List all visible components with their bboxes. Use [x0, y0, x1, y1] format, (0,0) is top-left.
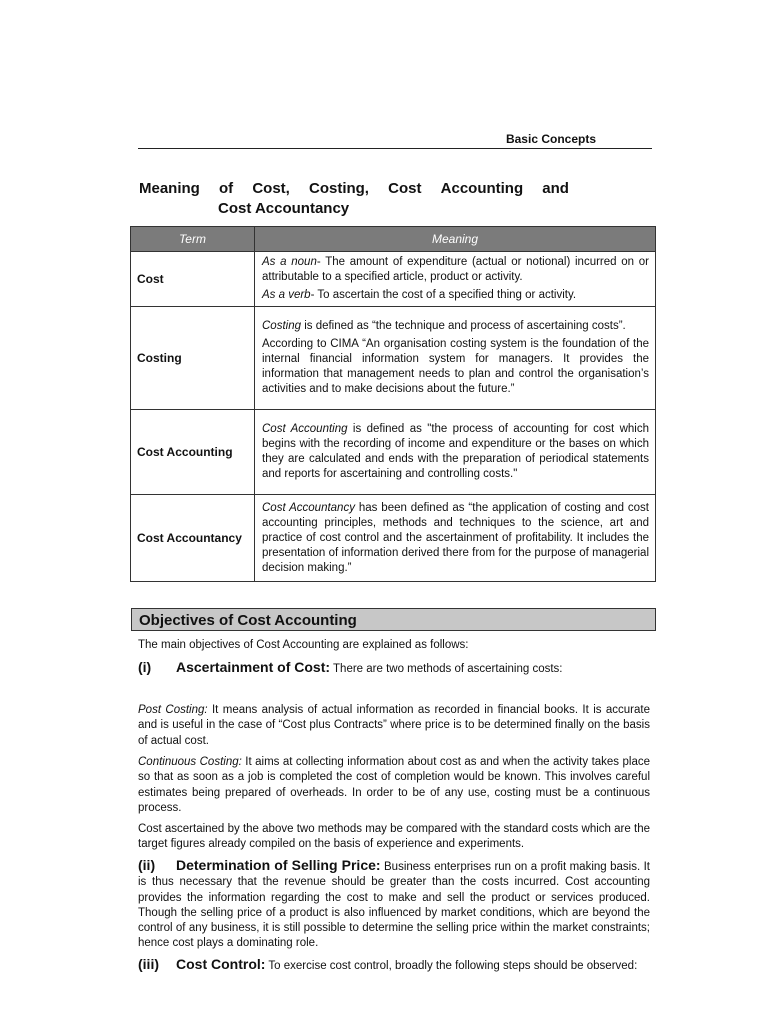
- objective-title: Determination of Selling Price:: [176, 857, 381, 873]
- table-row: [131, 252, 656, 307]
- intro-paragraph: The main objectives of Cost Accounting are explained as follows:: [138, 639, 469, 651]
- meaning-text: is defined as “the technique and process of ascertaining costs”.: [301, 320, 626, 332]
- objective-text: Business enterprises run on a profit making basis. It is thus necessary that the revenue should be greater than the costs incurred. Cost accounting provides the information regarding the cost to make and sell the product or services produced. Though the selling price of a product is also influenced by market conditions, which are beyond the control of any business, it is still possible to determine the selling price within the market constraints; hence cost plays a dominating role.: [138, 861, 650, 950]
- objectives-intro: [138, 638, 650, 653]
- meaning-text: is defined as "the process of accounting for cost which begins with the recording of income and expenditure or the bases on which they are calculated and ends with the preparation of periodical statements and reports for ascertaining and controlling costs.": [262, 423, 649, 480]
- objectives-heading: Objectives of Cost Accounting: [131, 608, 656, 631]
- meaning-paragraph: [262, 255, 649, 285]
- meaning-paragraph: [262, 288, 649, 303]
- meaning-paragraph: According to CIMA “An organisation costing system is the foundation of the internal financial information system for managers. It provides the information that management needs to plan and control the organisation’s activities and to make decisions about the future.”: [262, 338, 649, 395]
- title-line-2: Cost Accountancy: [218, 200, 350, 217]
- meaning-emphasis: Costing: [262, 320, 301, 332]
- meaning-emphasis: As a verb: [262, 289, 311, 301]
- objective-paragraph: [138, 660, 650, 677]
- objective-number: (ii): [138, 857, 156, 873]
- term-cell: Cost: [131, 252, 255, 307]
- meaning-paragraph: [262, 501, 649, 576]
- title-word: and: [542, 180, 569, 197]
- meaning-cell: [255, 495, 656, 582]
- title-word: Accounting: [440, 180, 524, 197]
- objective-text: To exercise cost control, broadly the following steps should be observed:: [265, 960, 638, 972]
- meaning-text: - The amount of expenditure (actual or notional) incurred on or attributable to a specified article, product or activity.: [262, 256, 650, 283]
- post-costing-text: [138, 703, 650, 749]
- table-row: [131, 307, 656, 410]
- table-row: [131, 495, 656, 582]
- column-header-term: Term: [131, 227, 255, 252]
- meaning-text: has been defined as “the application of costing and cost accounting principles, methods and techniques to the science, art and practice of cost control and the ascertainment of profitability. It includes the presentation of information derived there from for the purpose of managerial decision making.”: [262, 501, 649, 574]
- meaning-emphasis: Cost Accountancy: [262, 501, 355, 514]
- objective-item-1: [138, 660, 650, 677]
- meaning-text: - To ascertain the cost of a specified thing or activity.: [310, 289, 577, 301]
- post-costing-paragraph: [138, 703, 650, 749]
- table-header-row: [131, 227, 656, 252]
- term-cell: Cost Accounting: [131, 410, 255, 495]
- meaning-paragraph: [262, 422, 649, 482]
- meaning-emphasis: Cost Accounting: [262, 423, 348, 435]
- table-row: [131, 410, 656, 495]
- objective-title: Ascertainment of Cost:: [176, 659, 331, 675]
- term-cell: Costing: [131, 307, 255, 410]
- objective-title: Cost Control:: [176, 956, 266, 972]
- post-costing-body: It means analysis of actual information as recorded in financial books. It is accurate and is useful in the case of “Cost plus Contracts” where price is to be determined finally on the basis of actual cost.: [138, 704, 650, 747]
- continuous-costing-paragraph: [138, 755, 650, 816]
- objective-paragraph: [138, 957, 650, 974]
- post-costing-label: Post Costing:: [138, 704, 208, 716]
- title-word: Cost: [388, 180, 422, 197]
- term-cell: Cost Accountancy: [131, 495, 255, 582]
- column-header-meaning: Meaning: [255, 227, 656, 252]
- meaning-paragraph: [262, 319, 649, 334]
- objective-number: (iii): [138, 956, 159, 972]
- title-word: of: [219, 180, 234, 197]
- meaning-cell: [255, 252, 656, 307]
- objective-number: (i): [138, 659, 152, 675]
- objective-paragraph: [138, 858, 650, 952]
- title-word: Cost,: [252, 180, 290, 197]
- title-word: Costing,: [308, 180, 369, 197]
- comparison-paragraph: [138, 822, 650, 853]
- comparison-text: Cost ascertained by the above two methods may be compared with the standard costs which are the target figures already compiled on the basis of experience and experiments.: [138, 823, 650, 851]
- continuous-costing-text: [138, 755, 650, 816]
- meaning-cell: [255, 307, 656, 410]
- section-title: [139, 179, 569, 219]
- continuous-costing-body: It aims at collecting information about cost as and when the activity takes place so that as soon as a job is completed the cost of completion would be known. This involves careful estimates being prepared of overheads. In order to be of any use, costing must be a continuous process.: [138, 756, 651, 814]
- meaning-cell: [255, 410, 656, 495]
- running-header-title: Basic Concepts: [505, 132, 596, 146]
- objective-item-2: [138, 858, 650, 952]
- objective-text: There are two methods of ascertaining costs:: [330, 663, 563, 675]
- continuous-costing-label: Continuous Costing:: [138, 756, 242, 768]
- objective-item-3: [138, 957, 650, 974]
- running-header: [138, 132, 652, 149]
- title-word: Meaning: [139, 180, 200, 197]
- meaning-emphasis: As a noun: [262, 256, 317, 268]
- terms-table: [130, 226, 656, 582]
